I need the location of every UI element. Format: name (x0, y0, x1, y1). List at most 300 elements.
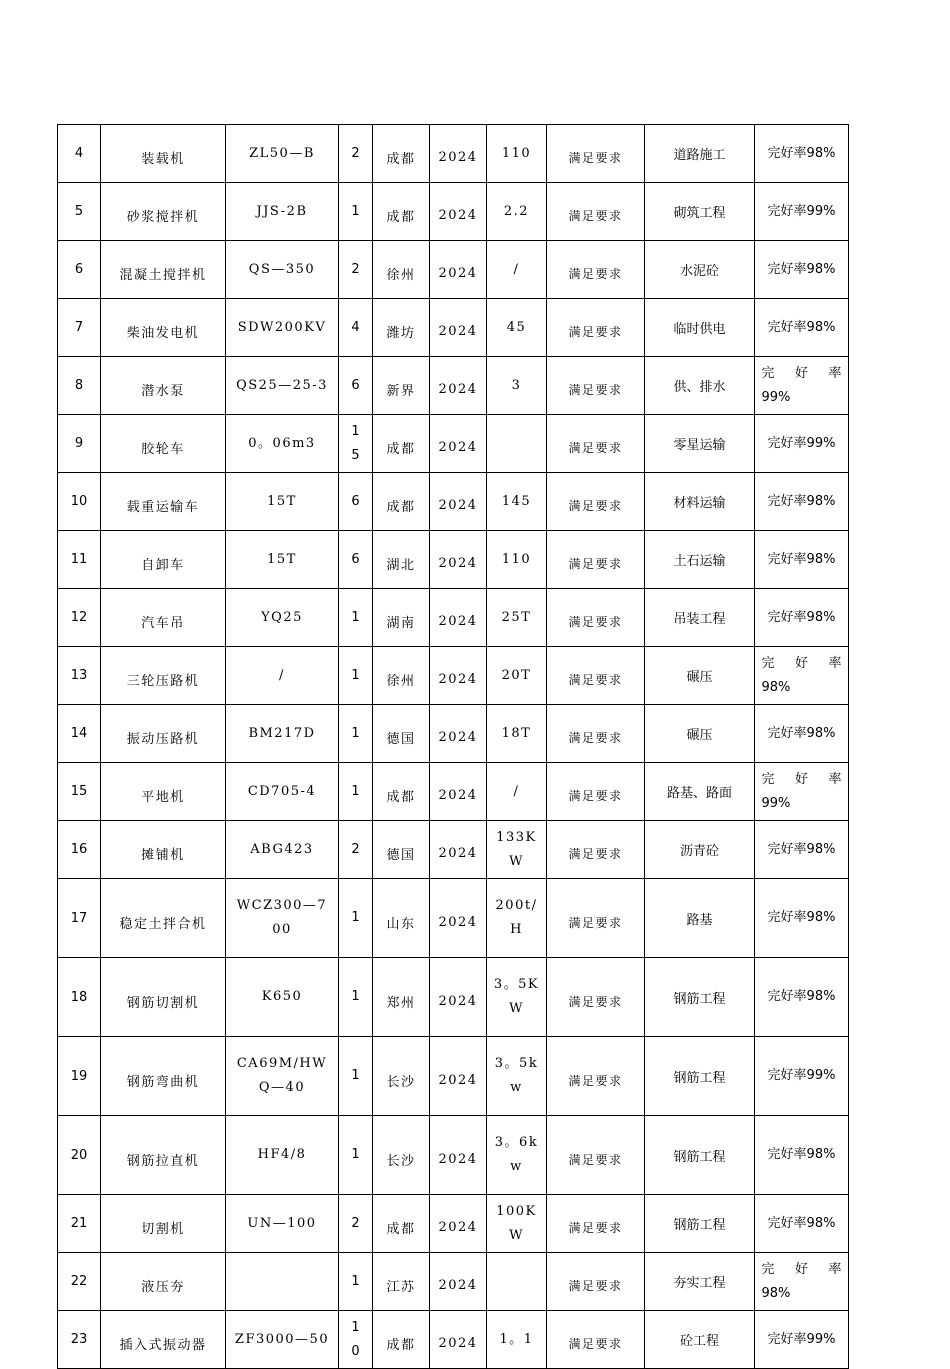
cell-equipment-name (101, 821, 226, 879)
cell-performance-text: 满足要求 (568, 325, 623, 339)
cell-year-text: 2024 (438, 1151, 478, 1167)
cell-year (430, 357, 487, 415)
cell-performance-text: 满足要求 (568, 847, 623, 861)
cell-number-text: 4 (74, 146, 84, 161)
cell-status-text: 完好率98% (767, 989, 836, 1004)
cell-equipment-name-text: 装载机 (141, 152, 185, 167)
cell-origin (373, 241, 430, 299)
cell-status-text: 完好率98% (767, 1215, 836, 1231)
cell-equipment-name (101, 183, 226, 241)
cell-number-text: 23 (70, 1332, 88, 1347)
cell-equipment-name (101, 647, 226, 705)
cell-number-text: 22 (70, 1274, 88, 1289)
cell-power (487, 1253, 547, 1311)
cell-number (58, 299, 101, 357)
cell-year (430, 125, 487, 183)
cell-power-text: 45 (506, 319, 527, 335)
cell-performance-text: 满足要求 (568, 1073, 623, 1088)
cell-use (645, 879, 755, 958)
cell-use-text: 临时供电 (673, 322, 726, 337)
cell-use-text: 碾压 (686, 728, 713, 743)
cell-model (226, 705, 339, 763)
cell-performance-text: 满足要求 (568, 209, 623, 223)
cell-model (226, 589, 339, 647)
cell-year (430, 473, 487, 531)
cell-quantity-text: 1 (351, 667, 360, 683)
cell-origin-text: 成都 (386, 500, 416, 515)
cell-power-text: 25T (501, 609, 532, 625)
cell-number (58, 415, 101, 473)
table-row (58, 589, 849, 647)
cell-performance-text: 满足要求 (568, 1221, 623, 1235)
cell-number (58, 1037, 101, 1116)
table-row (58, 1116, 849, 1195)
cell-performance (547, 705, 645, 763)
cell-origin (373, 705, 430, 763)
cell-year (430, 415, 487, 473)
cell-model-text: ABG423 (250, 841, 314, 857)
equipment-table-body (58, 125, 849, 1369)
cell-origin-text: 德国 (386, 848, 416, 863)
cell-use (645, 647, 755, 705)
cell-equipment-name (101, 299, 226, 357)
table-row (58, 1195, 849, 1253)
cell-number-text: 13 (70, 668, 88, 683)
cell-power-text: 100KW (496, 1203, 537, 1243)
cell-equipment-name-text: 切割机 (141, 1222, 185, 1237)
cell-quantity (339, 415, 373, 473)
cell-use-text: 材料运输 (673, 496, 726, 511)
cell-year (430, 531, 487, 589)
cell-model (226, 125, 339, 183)
cell-status-text: 完好率98% (767, 725, 836, 741)
cell-model (226, 1311, 339, 1369)
cell-equipment-name (101, 763, 226, 821)
cell-year-text: 2024 (438, 993, 478, 1009)
cell-performance (547, 473, 645, 531)
cell-use-text: 钢筋工程 (673, 1218, 726, 1233)
cell-status (755, 1116, 849, 1195)
cell-performance (547, 415, 645, 473)
cell-performance-text: 满足要求 (568, 731, 623, 745)
cell-status (755, 1311, 849, 1369)
equipment-table (57, 124, 849, 1369)
cell-quantity (339, 473, 373, 531)
cell-performance-text: 满足要求 (568, 615, 623, 629)
cell-year (430, 299, 487, 357)
cell-year (430, 879, 487, 958)
cell-quantity-text: 2 (351, 841, 360, 857)
cell-performance (547, 647, 645, 705)
cell-origin-text: 成都 (386, 1222, 416, 1237)
cell-model-text: UN—100 (247, 1215, 317, 1231)
cell-power (487, 125, 547, 183)
cell-power-text: 110 (501, 145, 532, 161)
cell-use (645, 1195, 755, 1253)
cell-number (58, 1311, 101, 1369)
cell-equipment-name (101, 415, 226, 473)
cell-year-text: 2024 (438, 1072, 478, 1088)
cell-performance-text: 满足要求 (568, 915, 623, 930)
cell-performance-text: 满足要求 (568, 789, 623, 803)
cell-year (430, 183, 487, 241)
cell-use (645, 357, 755, 415)
cell-use (645, 299, 755, 357)
cell-power (487, 241, 547, 299)
cell-origin (373, 357, 430, 415)
cell-performance (547, 763, 645, 821)
cell-status-text: 完好率98% (767, 493, 836, 509)
cell-number (58, 531, 101, 589)
cell-year (430, 705, 487, 763)
cell-year-text: 2024 (438, 1278, 478, 1293)
cell-use (645, 1037, 755, 1116)
cell-origin-text: 江苏 (386, 1280, 416, 1295)
cell-performance (547, 589, 645, 647)
cell-number (58, 705, 101, 763)
cell-model-text: 0。06m3 (248, 435, 316, 451)
cell-power (487, 415, 547, 473)
cell-equipment-name-text: 潜水泵 (141, 384, 185, 399)
cell-equipment-name (101, 241, 226, 299)
cell-performance (547, 1253, 645, 1311)
cell-use-text: 沥青砼 (679, 844, 719, 859)
cell-model (226, 241, 339, 299)
cell-use-text: 土石运输 (673, 554, 726, 569)
cell-quantity-text: 2 (351, 145, 360, 161)
cell-number (58, 125, 101, 183)
cell-equipment-name-text: 插入式振动器 (119, 1338, 207, 1353)
cell-status-text: 完好率98% (767, 261, 836, 277)
cell-use (645, 763, 755, 821)
cell-power (487, 589, 547, 647)
cell-status (755, 879, 849, 958)
cell-status-text: 完好率99% (767, 435, 836, 451)
cell-status (755, 183, 849, 241)
cell-use-text: 砌筑工程 (673, 206, 726, 221)
cell-model-text: ZF3000—50 (234, 1331, 330, 1347)
cell-use (645, 415, 755, 473)
cell-quantity-text: 1 (351, 725, 360, 741)
cell-performance (547, 879, 645, 958)
cell-origin (373, 415, 430, 473)
cell-quantity-text: 1 (351, 989, 360, 1004)
cell-use-text: 路基 (686, 912, 713, 928)
cell-origin-text: 新界 (386, 384, 416, 399)
cell-model-text: YQ25 (261, 609, 303, 625)
cell-status-text: 完好率98% (767, 319, 836, 335)
cell-number-text: 11 (70, 552, 88, 567)
cell-status (755, 1037, 849, 1116)
cell-status (755, 821, 849, 879)
cell-quantity (339, 183, 373, 241)
cell-status (755, 705, 849, 763)
cell-equipment-name (101, 357, 226, 415)
cell-year-text: 2024 (438, 846, 478, 861)
cell-quantity-text: 1 (351, 910, 360, 925)
cell-number-text: 19 (70, 1068, 88, 1084)
cell-performance (547, 357, 645, 415)
cell-power-text: / (513, 261, 520, 277)
cell-quantity (339, 125, 373, 183)
cell-year-text: 2024 (438, 914, 478, 930)
cell-origin (373, 1195, 430, 1253)
table-row (58, 299, 849, 357)
cell-equipment-name (101, 1116, 226, 1195)
table-row (58, 473, 849, 531)
cell-number-text: 7 (74, 320, 84, 335)
cell-origin (373, 183, 430, 241)
table-row (58, 705, 849, 763)
cell-performance-text: 满足要求 (568, 994, 623, 1009)
cell-model-text: CA69M/HWQ—40 (236, 1056, 328, 1095)
cell-performance-text: 满足要求 (568, 151, 623, 165)
cell-equipment-name (101, 1311, 226, 1369)
cell-power-text: 20T (501, 667, 532, 683)
table-row (58, 125, 849, 183)
cell-year-text: 2024 (438, 672, 478, 687)
cell-power (487, 958, 547, 1037)
cell-equipment-name-text: 胶轮车 (141, 442, 185, 457)
cell-origin (373, 299, 430, 357)
cell-number-text: 20 (70, 1147, 88, 1163)
cell-quantity (339, 705, 373, 763)
cell-quantity (339, 1037, 373, 1116)
cell-status (755, 1253, 849, 1311)
cell-use (645, 1311, 755, 1369)
cell-origin (373, 589, 430, 647)
cell-origin-text: 潍坊 (386, 326, 416, 341)
cell-quantity-text: 1 (351, 783, 360, 799)
cell-model (226, 763, 339, 821)
cell-quantity-text: 10 (351, 1319, 360, 1359)
table-row (58, 415, 849, 473)
cell-performance (547, 299, 645, 357)
cell-use-text: 吊装工程 (673, 612, 726, 627)
cell-equipment-name-text: 混凝土搅拌机 (119, 268, 207, 283)
cell-performance (547, 1037, 645, 1116)
cell-model-text: K650 (261, 989, 303, 1004)
table-row (58, 1311, 849, 1369)
cell-year-text: 2024 (438, 208, 478, 223)
cell-quantity-text: 1 (351, 203, 360, 219)
cell-equipment-name-text: 液压夯 (141, 1280, 185, 1295)
cell-quantity (339, 1311, 373, 1369)
cell-number-text: 12 (70, 610, 88, 625)
cell-power (487, 1116, 547, 1195)
cell-origin-text: 成都 (386, 790, 416, 805)
cell-equipment-name (101, 705, 226, 763)
cell-model (226, 1037, 339, 1116)
cell-number-text: 16 (70, 842, 88, 857)
cell-performance-text: 满足要求 (568, 1152, 623, 1167)
cell-performance-text: 满足要求 (568, 557, 623, 571)
cell-status (755, 241, 849, 299)
cell-number (58, 763, 101, 821)
cell-origin-text: 徐州 (386, 674, 416, 689)
cell-year (430, 821, 487, 879)
cell-power (487, 1037, 547, 1116)
table-row (58, 531, 849, 589)
cell-equipment-name (101, 1195, 226, 1253)
cell-origin-text: 成都 (386, 152, 416, 167)
cell-power (487, 531, 547, 589)
cell-performance-text: 满足要求 (568, 1279, 623, 1293)
cell-year-text: 2024 (438, 788, 478, 803)
cell-number-text: 14 (70, 726, 88, 741)
cell-origin (373, 473, 430, 531)
cell-use (645, 821, 755, 879)
cell-use-text: 钢筋工程 (673, 1070, 726, 1086)
cell-status (755, 473, 849, 531)
cell-power (487, 299, 547, 357)
cell-status-text: 完好率98% (767, 841, 836, 857)
table-row (58, 647, 849, 705)
cell-use (645, 589, 755, 647)
cell-equipment-name (101, 1253, 226, 1311)
cell-equipment-name (101, 879, 226, 958)
cell-use-text: 零星运输 (673, 438, 726, 453)
cell-quantity-text: 1 (351, 1147, 360, 1162)
cell-number-text: 15 (70, 784, 88, 799)
cell-power-text: 200t/H (495, 898, 538, 937)
cell-origin (373, 647, 430, 705)
cell-equipment-name (101, 125, 226, 183)
cell-model (226, 1195, 339, 1253)
cell-status-text: 完好率99% (767, 1068, 836, 1083)
cell-origin-text: 成都 (386, 442, 416, 457)
cell-origin (373, 1311, 430, 1369)
cell-status-text: 完好率98% (767, 145, 836, 161)
cell-year (430, 647, 487, 705)
cell-origin-text: 德国 (386, 732, 416, 747)
cell-year (430, 241, 487, 299)
cell-number-text: 9 (74, 436, 84, 451)
cell-power (487, 647, 547, 705)
cell-number-text: 6 (74, 262, 84, 277)
cell-status (755, 299, 849, 357)
cell-status-text: 完好率98% (767, 551, 836, 567)
cell-number (58, 241, 101, 299)
cell-year (430, 763, 487, 821)
cell-equipment-name-text: 钢筋拉直机 (126, 1153, 200, 1169)
cell-model (226, 1253, 339, 1311)
cell-equipment-name-text: 三轮压路机 (126, 674, 200, 689)
cell-year-text: 2024 (438, 1220, 478, 1235)
cell-quantity (339, 357, 373, 415)
cell-year-text: 2024 (438, 498, 478, 513)
cell-use-text: 路基、路面 (666, 786, 732, 801)
cell-year-text: 2024 (438, 556, 478, 571)
cell-performance (547, 241, 645, 299)
cell-model (226, 299, 339, 357)
cell-performance (547, 125, 645, 183)
cell-quantity (339, 821, 373, 879)
cell-equipment-name-text: 柴油发电机 (126, 326, 200, 341)
cell-performance-text: 满足要求 (568, 267, 623, 281)
cell-quantity-text: 2 (351, 1215, 360, 1231)
cell-power (487, 821, 547, 879)
table-row (58, 241, 849, 299)
cell-power-text: 133KW (496, 829, 537, 869)
cell-power-text: 2.2 (503, 203, 530, 219)
cell-use (645, 1253, 755, 1311)
cell-status (755, 1195, 849, 1253)
cell-number (58, 1253, 101, 1311)
cell-quantity-text: 15 (351, 423, 360, 463)
cell-status-text: 完好率98% (767, 910, 836, 925)
cell-performance-text: 满足要求 (568, 383, 623, 397)
cell-power-text: 3。6kw (494, 1135, 539, 1174)
cell-quantity (339, 958, 373, 1037)
cell-model (226, 473, 339, 531)
cell-number (58, 879, 101, 958)
cell-use-text: 钢筋工程 (673, 1149, 726, 1165)
cell-performance (547, 531, 645, 589)
cell-use-text: 供、排水 (673, 380, 726, 395)
cell-quantity (339, 589, 373, 647)
cell-performance (547, 821, 645, 879)
cell-status (755, 531, 849, 589)
cell-status-text: 完 好 率 99% (761, 771, 842, 811)
cell-number-text: 18 (70, 989, 88, 1005)
cell-status (755, 763, 849, 821)
cell-year-text: 2024 (438, 440, 478, 455)
cell-use (645, 1116, 755, 1195)
cell-power (487, 357, 547, 415)
cell-quantity-text: 6 (351, 551, 360, 567)
cell-model-text: HF4/8 (257, 1147, 307, 1162)
cell-model (226, 357, 339, 415)
cell-number (58, 357, 101, 415)
cell-model (226, 879, 339, 958)
cell-model-text: JJS-2B (256, 203, 308, 219)
cell-quantity-text: 1 (351, 609, 360, 625)
cell-status (755, 415, 849, 473)
cell-model-text: ZL50—B (249, 145, 315, 161)
cell-number (58, 958, 101, 1037)
cell-use-text: 道路施工 (673, 148, 726, 163)
cell-status-text: 完 好 率 99% (761, 365, 842, 405)
cell-equipment-name (101, 1037, 226, 1116)
cell-status-text: 完好率99% (767, 1331, 836, 1347)
cell-model (226, 958, 339, 1037)
cell-quantity (339, 879, 373, 958)
cell-status-text: 完好率98% (767, 609, 836, 625)
cell-use (645, 125, 755, 183)
cell-year-text: 2024 (438, 730, 478, 745)
cell-year (430, 589, 487, 647)
cell-use-text: 碾压 (686, 670, 713, 685)
cell-use (645, 183, 755, 241)
cell-origin-text: 湖南 (386, 616, 416, 631)
cell-model-text: QS—350 (248, 261, 316, 277)
cell-model-text: / (279, 667, 285, 683)
cell-equipment-name-text: 钢筋切割机 (126, 995, 200, 1011)
cell-number-text: 17 (70, 910, 88, 926)
cell-status (755, 647, 849, 705)
cell-equipment-name-text: 振动压路机 (126, 732, 200, 747)
cell-model-text: 15T (267, 551, 297, 567)
cell-model (226, 821, 339, 879)
cell-power-text: 1。1 (499, 1331, 534, 1347)
cell-year (430, 1311, 487, 1369)
cell-origin (373, 958, 430, 1037)
cell-performance (547, 958, 645, 1037)
cell-equipment-name (101, 589, 226, 647)
cell-performance-text: 满足要求 (568, 673, 623, 687)
cell-performance (547, 183, 645, 241)
